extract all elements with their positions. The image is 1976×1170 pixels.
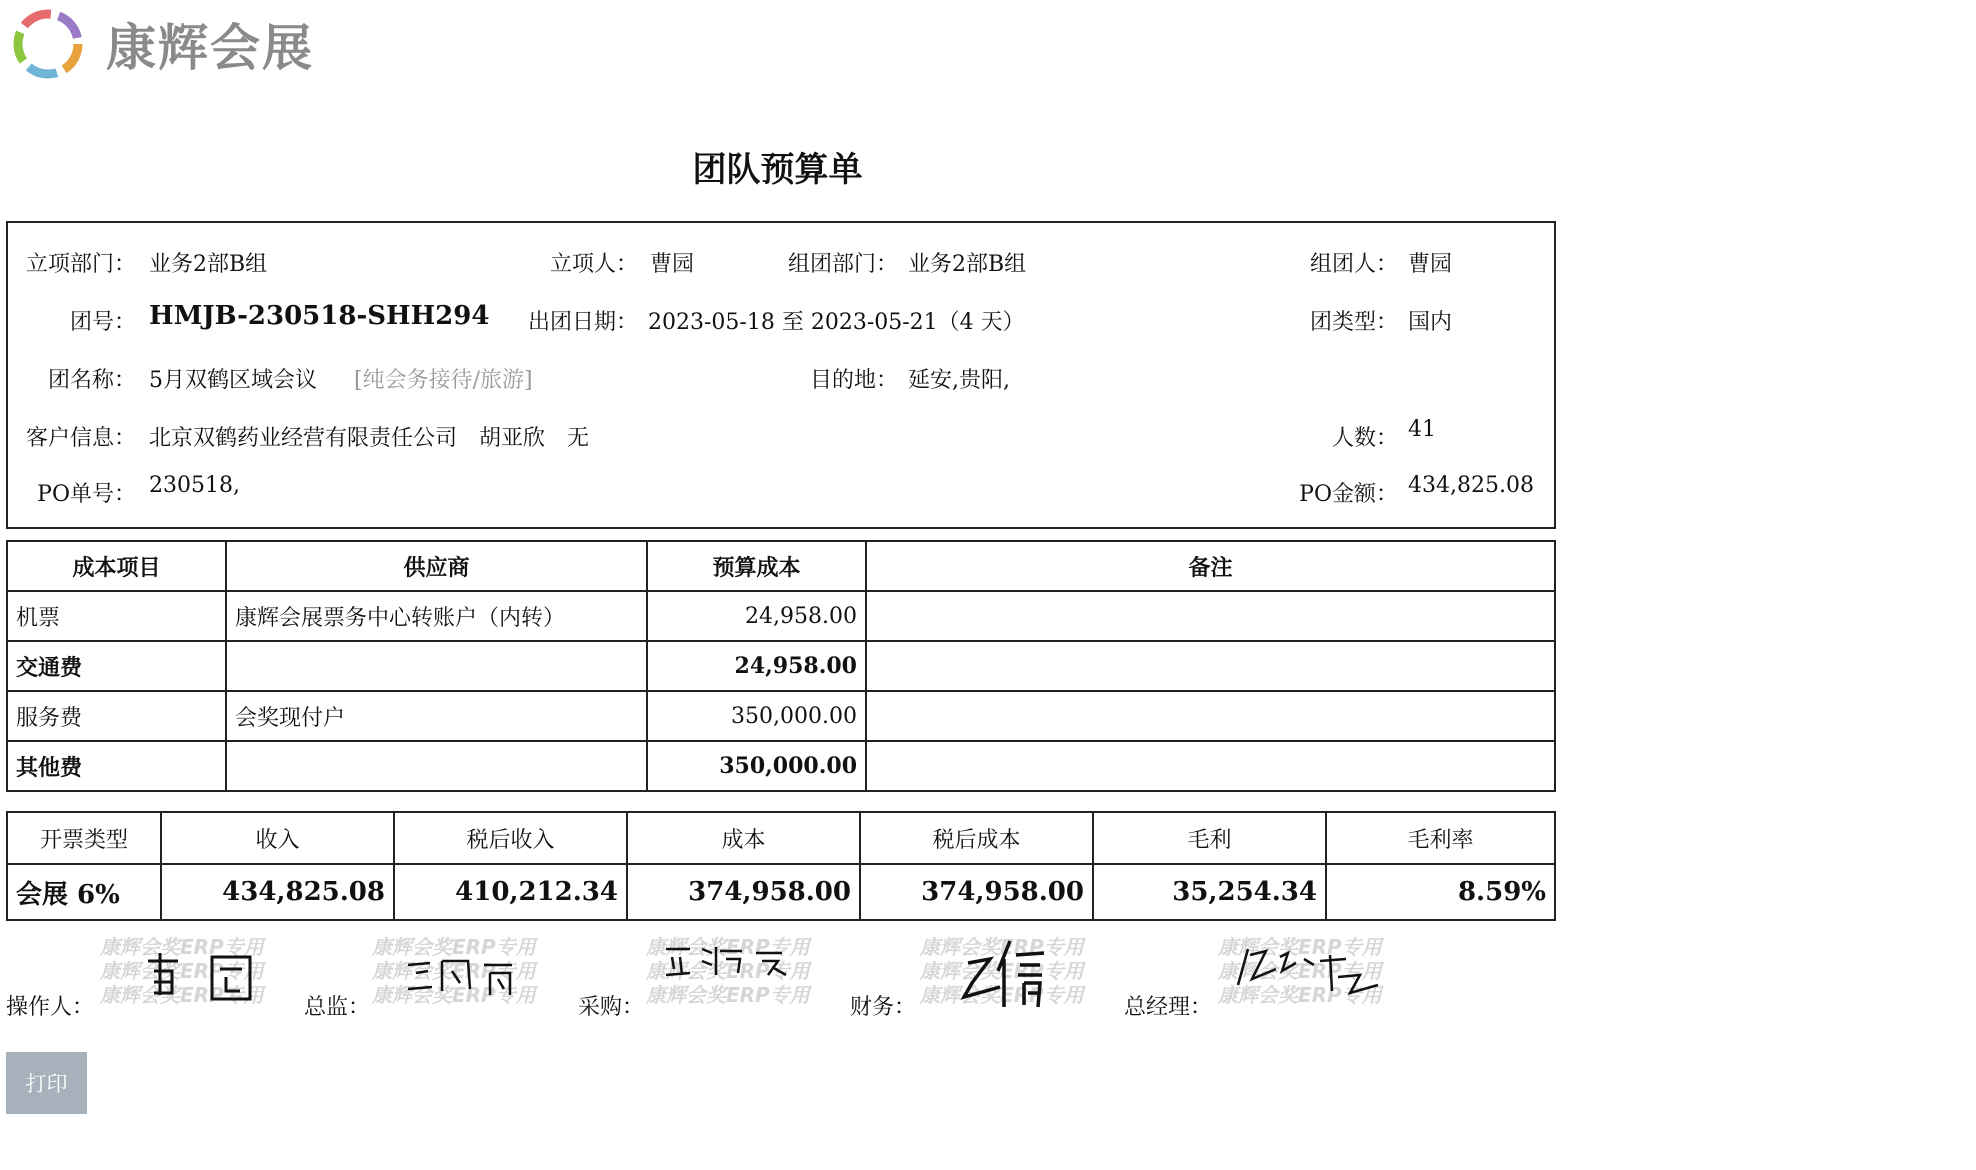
summary-row	[7, 864, 1555, 920]
manager-signature-image	[1218, 935, 1423, 1013]
watermark-line: 康辉会奖ERP专用	[920, 935, 1084, 959]
purchase-label: 采购：	[578, 995, 645, 1020]
purchase-signature-image	[646, 935, 851, 1013]
finance-signature-image	[920, 935, 1125, 1013]
finance-signature-stamp	[920, 935, 1125, 1013]
table-row	[7, 741, 1555, 791]
logo-text: 康辉会展	[106, 19, 314, 77]
purchase-signature-stamp	[646, 935, 851, 1013]
cost-table-header	[7, 541, 1555, 591]
group-info-box	[6, 221, 1556, 529]
name-value: 5月双鹤区域会议	[149, 368, 317, 393]
cost-amount: 350,000.00	[647, 691, 866, 741]
income-value: 434,825.08	[161, 864, 394, 920]
watermark-line: 康辉会奖ERP专用	[646, 935, 810, 959]
type-value: 国内	[1408, 310, 1453, 335]
column-header: 供应商	[226, 541, 647, 591]
operator-signature-image	[100, 935, 305, 1013]
column-header: 毛利	[1093, 812, 1326, 864]
invoice-type-value: 会展 6%	[7, 864, 161, 920]
table-row	[7, 591, 1555, 641]
page-title: 团队预算单	[692, 150, 863, 190]
table-row	[7, 691, 1555, 741]
director-label: 总监：	[304, 995, 371, 1020]
watermark-line: 康辉会奖ERP专用	[1218, 935, 1382, 959]
column-header: 预算成本	[647, 541, 866, 591]
after-tax-cost-value: 374,958.00	[860, 864, 1093, 920]
watermark-line: 康辉会奖ERP专用	[100, 935, 264, 959]
dept-label: 立项部门：	[25, 252, 136, 277]
people-label: 人数：	[1331, 426, 1398, 451]
name-label: 团名称：	[47, 368, 136, 393]
watermark-line: 康辉会奖ERP专用	[372, 935, 536, 959]
po-no-value: 230518,	[149, 473, 240, 498]
dest-value: 延安,贵阳,	[908, 368, 1010, 393]
client-value: 北京双鹤药业经营有限责任公司 胡亚欣 无	[149, 426, 590, 451]
watermark-line: 康辉会奖ERP专用	[372, 959, 536, 983]
proposer-value: 曹园	[650, 252, 695, 277]
after-tax-income-value: 410,212.34	[394, 864, 627, 920]
cost-supplier	[226, 641, 647, 691]
date-value: 2023-05-18 至 2023-05-21（4 天）	[648, 310, 1025, 335]
manager-label: 总经理：	[1124, 995, 1213, 1020]
watermark-line: 康辉会奖ERP专用	[920, 983, 1084, 1007]
gross-margin-value: 8.59%	[1326, 864, 1555, 920]
column-header: 成本	[627, 812, 860, 864]
watermark-line: 康辉会奖ERP专用	[920, 959, 1084, 983]
group-no-value: HMJB-230518-SHH294	[149, 301, 490, 331]
proposer-label: 立项人：	[549, 252, 638, 277]
column-header: 税后成本	[860, 812, 1093, 864]
cost-item: 交通费	[7, 641, 226, 691]
watermark-line: 康辉会奖ERP专用	[372, 983, 536, 1007]
finance-label: 财务：	[850, 995, 917, 1020]
watermark-line: 康辉会奖ERP专用	[646, 959, 810, 983]
group-person-value: 曹园	[1408, 252, 1453, 277]
cost-supplier: 康辉会展票务中心转账户（内转）	[226, 591, 647, 641]
type-label: 团类型：	[1309, 310, 1398, 335]
cost-amount: 350,000.00	[647, 741, 866, 791]
group-person-label: 组团人：	[1309, 252, 1398, 277]
cost-value: 374,958.00	[627, 864, 860, 920]
cost-supplier: 会奖现付户	[226, 691, 647, 741]
cost-item: 服务费	[7, 691, 226, 741]
cost-amount: 24,958.00	[647, 591, 866, 641]
column-header: 税后收入	[394, 812, 627, 864]
people-value: 41	[1408, 417, 1436, 442]
group-dept-label: 组团部门：	[787, 252, 898, 277]
dept-value: 业务2部B组	[149, 252, 268, 277]
cost-note	[866, 741, 1555, 791]
cost-table	[6, 540, 1556, 792]
director-signature-image	[372, 935, 577, 1013]
operator-signature-stamp	[100, 935, 305, 1013]
watermark-line: 康辉会奖ERP专用	[646, 983, 810, 1007]
cost-note	[866, 591, 1555, 641]
po-amount-label: PO金额：	[1299, 482, 1398, 507]
director-signature-stamp	[372, 935, 577, 1013]
column-header: 毛利率	[1326, 812, 1555, 864]
watermark-line: 康辉会奖ERP专用	[1218, 959, 1382, 983]
watermark-line: 康辉会奖ERP专用	[1218, 983, 1382, 1007]
group-dept-value: 业务2部B组	[908, 252, 1027, 277]
dest-label: 目的地：	[809, 368, 898, 393]
summary-table	[6, 811, 1556, 921]
column-header: 收入	[161, 812, 394, 864]
column-header: 成本项目	[7, 541, 226, 591]
cost-item: 机票	[7, 591, 226, 641]
cost-amount: 24,958.00	[647, 641, 866, 691]
column-header: 备注	[866, 541, 1555, 591]
operator-label: 操作人：	[6, 995, 95, 1020]
client-label: 客户信息：	[25, 426, 136, 451]
date-label: 出团日期：	[527, 310, 638, 335]
watermark-line: 康辉会奖ERP专用	[100, 959, 264, 983]
logo-flower-icon	[8, 4, 88, 84]
gross-profit-value: 35,254.34	[1093, 864, 1326, 920]
cost-note	[866, 691, 1555, 741]
summary-header	[7, 812, 1555, 864]
cost-item: 其他费	[7, 741, 226, 791]
company-logo	[8, 6, 314, 82]
group-no-label: 团号：	[69, 310, 136, 335]
print-button[interactable]: 打印	[6, 1052, 87, 1114]
column-header: 开票类型	[7, 812, 161, 864]
name-note: [纯会务接待/旅游]	[354, 368, 533, 393]
manager-signature-stamp	[1218, 935, 1423, 1013]
po-amount-value: 434,825.08	[1408, 473, 1534, 498]
cost-note	[866, 641, 1555, 691]
cost-supplier	[226, 741, 647, 791]
watermark-line: 康辉会奖ERP专用	[100, 983, 264, 1007]
po-no-label: PO单号：	[37, 482, 136, 507]
table-row	[7, 641, 1555, 691]
